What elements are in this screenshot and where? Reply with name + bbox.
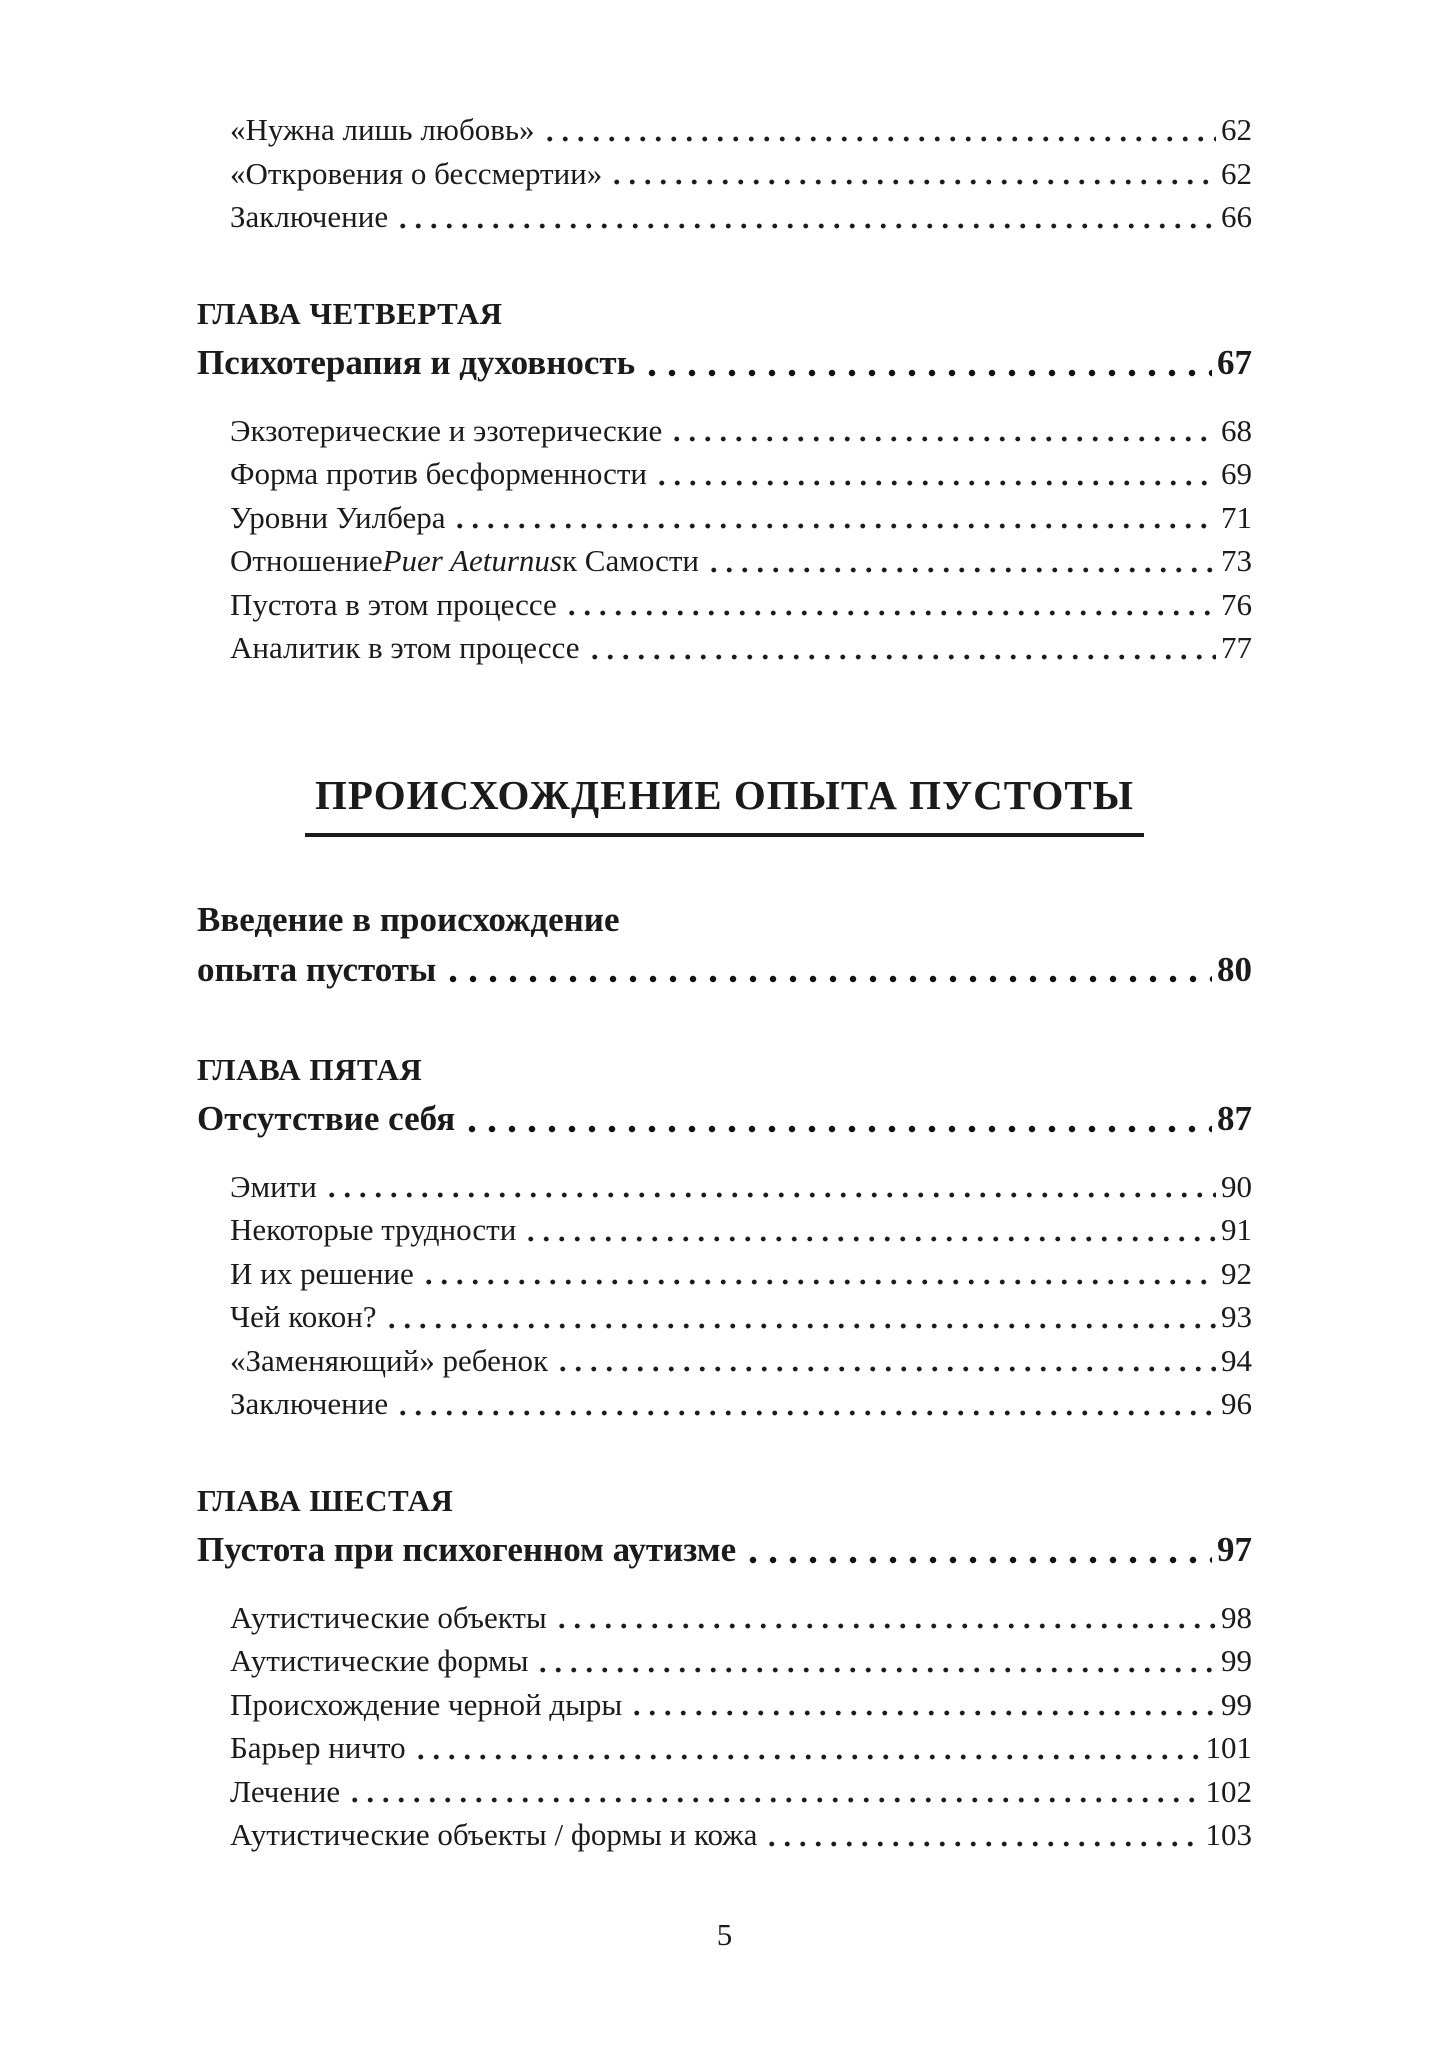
page-number: 73 — [1221, 543, 1252, 578]
page-number: 102 — [1205, 1773, 1252, 1809]
toc-container — [197, 108, 1252, 1857]
toc-entry-label: Аутистические формы — [230, 1643, 529, 1678]
toc-entry — [197, 1639, 1252, 1683]
toc-entry-label: Пустота в этом процессе — [230, 586, 557, 622]
toc-entry-label: Барьер ничто — [230, 1730, 406, 1765]
page-number: 92 — [1221, 1255, 1252, 1291]
chapter-title-row — [197, 337, 1252, 389]
toc-entry — [197, 1339, 1252, 1383]
page-number: 98 — [1221, 1599, 1252, 1635]
page-number: 99 — [1221, 1643, 1252, 1678]
dot-leader — [609, 152, 1216, 196]
dot-leader — [462, 1093, 1212, 1145]
toc-entry-label: Аутистические объекты — [230, 1599, 547, 1635]
page-number: 97 — [1217, 1529, 1252, 1569]
page-number: 66 — [1221, 199, 1252, 234]
chapter-heading: ГЛАВА ПЯТАЯ — [197, 1051, 423, 1087]
dot-leader — [587, 626, 1217, 670]
dot-leader — [347, 1770, 1200, 1814]
dot-leader — [669, 409, 1216, 453]
dot-leader — [554, 1596, 1216, 1640]
chapter-title-label: Психотерапия и духовность — [197, 342, 636, 382]
toc-entry — [197, 626, 1252, 670]
page-number: 87 — [1217, 1098, 1252, 1138]
page-number: 67 — [1217, 342, 1252, 382]
toc-entry-label: Puer Aeturnus — [382, 543, 562, 578]
page-number: 103 — [1205, 1817, 1252, 1852]
toc-entry — [197, 1208, 1252, 1252]
toc-entry — [197, 1165, 1252, 1209]
intro-entry-label: опыта пустоты — [197, 949, 437, 989]
part-heading-wrap — [197, 770, 1252, 837]
toc-entry-label: Экзотерические и эзотерические — [230, 412, 663, 448]
toc-entry-label: Заключение — [230, 199, 389, 234]
toc-entry-label: Уровни Уилбера — [230, 499, 446, 535]
dot-leader — [384, 1295, 1216, 1339]
toc-entry-label: Эмити — [230, 1168, 317, 1204]
toc-entry — [197, 108, 1252, 152]
chapter-title-row — [197, 1093, 1252, 1145]
chapter-heading: ГЛАВА ЧЕТВЕРТАЯ — [197, 295, 503, 331]
toc-entry-label: «Откровения о бессмертии» — [230, 155, 603, 191]
page-number: 93 — [1221, 1299, 1252, 1334]
toc-entry — [197, 1382, 1252, 1426]
dot-leader — [743, 1524, 1212, 1576]
toc-entry — [197, 1252, 1252, 1296]
dot-leader — [654, 452, 1216, 496]
page-number: 90 — [1221, 1168, 1252, 1204]
toc-entry-label: И их решение — [230, 1255, 414, 1291]
dot-leader — [564, 583, 1216, 627]
dot-leader — [413, 1726, 1201, 1770]
page-number: 99 — [1221, 1686, 1252, 1722]
toc-entry-label: Отношение — [230, 543, 383, 578]
toc-entry-label: Некоторые трудности — [230, 1212, 517, 1247]
toc-entry-label: Аутистические объекты / формы и кожа — [230, 1817, 758, 1852]
intro-entry-line2 — [197, 945, 1252, 995]
part-heading: ПРОИСХОЖДЕНИЕ ОПЫТА ПУСТОТЫ — [305, 770, 1144, 837]
dot-leader — [542, 108, 1217, 152]
toc-entry-label: к Самости — [561, 543, 700, 578]
toc-entry-label: Заключение — [230, 1386, 389, 1421]
toc-entry-label: «Заменяющий» ребенок — [230, 1342, 549, 1378]
dot-leader — [555, 1339, 1216, 1383]
toc-entry-label: Происхождение черной дыры — [230, 1686, 623, 1722]
page-number: 69 — [1221, 456, 1252, 491]
dot-leader — [523, 1208, 1216, 1252]
dot-leader — [642, 337, 1212, 389]
toc-entry — [197, 195, 1252, 239]
page-number: 96 — [1221, 1386, 1252, 1421]
page-number: 68 — [1221, 412, 1252, 448]
dot-leader — [535, 1639, 1216, 1683]
chapter-title-row — [197, 1524, 1252, 1576]
toc-entry-label: «Нужна лишь любовь» — [230, 112, 535, 147]
toc-entry — [197, 496, 1252, 540]
page-number: 101 — [1205, 1730, 1252, 1765]
toc-entry-label: Чей кокон? — [230, 1299, 377, 1334]
page-number: 94 — [1221, 1342, 1252, 1378]
chapter-heading: ГЛАВА ШЕСТАЯ — [197, 1482, 454, 1518]
toc-entry — [197, 1295, 1252, 1339]
page-number: 62 — [1221, 155, 1252, 191]
dot-leader — [706, 539, 1216, 583]
dot-leader — [452, 496, 1216, 540]
page-number: 80 — [1217, 949, 1252, 989]
page-number: 77 — [1221, 630, 1252, 665]
toc-entry — [197, 1770, 1252, 1814]
page-number: 91 — [1221, 1212, 1252, 1247]
toc-entry — [197, 583, 1252, 627]
chapter-title-label: Пустота при психогенном аутизме — [197, 1529, 737, 1569]
toc-entry — [197, 539, 1252, 583]
dot-leader — [324, 1165, 1216, 1209]
intro-entry-line1: Введение в происхождение — [197, 899, 620, 939]
toc-entry — [197, 1726, 1252, 1770]
page-number: 71 — [1221, 499, 1252, 535]
page-number: 62 — [1221, 112, 1252, 147]
dot-leader — [395, 1382, 1216, 1426]
toc-entry — [197, 452, 1252, 496]
toc-entry — [197, 409, 1252, 453]
toc-entry-label: Лечение — [230, 1773, 341, 1809]
dot-leader — [629, 1683, 1216, 1727]
toc-entry — [197, 152, 1252, 196]
dot-leader — [443, 945, 1212, 995]
page-number: 76 — [1221, 586, 1252, 622]
toc-entry — [197, 1813, 1252, 1857]
dot-leader — [421, 1252, 1216, 1296]
dot-leader — [395, 195, 1216, 239]
toc-entry-label: Форма против бесформенности — [230, 456, 648, 491]
footer-page-number: 5 — [716, 1916, 733, 1952]
toc-entry — [197, 1596, 1252, 1640]
toc-entry-label: Аналитик в этом процессе — [230, 630, 580, 665]
toc-entry — [197, 1683, 1252, 1727]
chapter-title-label: Отсутствие себя — [197, 1098, 456, 1138]
dot-leader — [764, 1813, 1200, 1857]
